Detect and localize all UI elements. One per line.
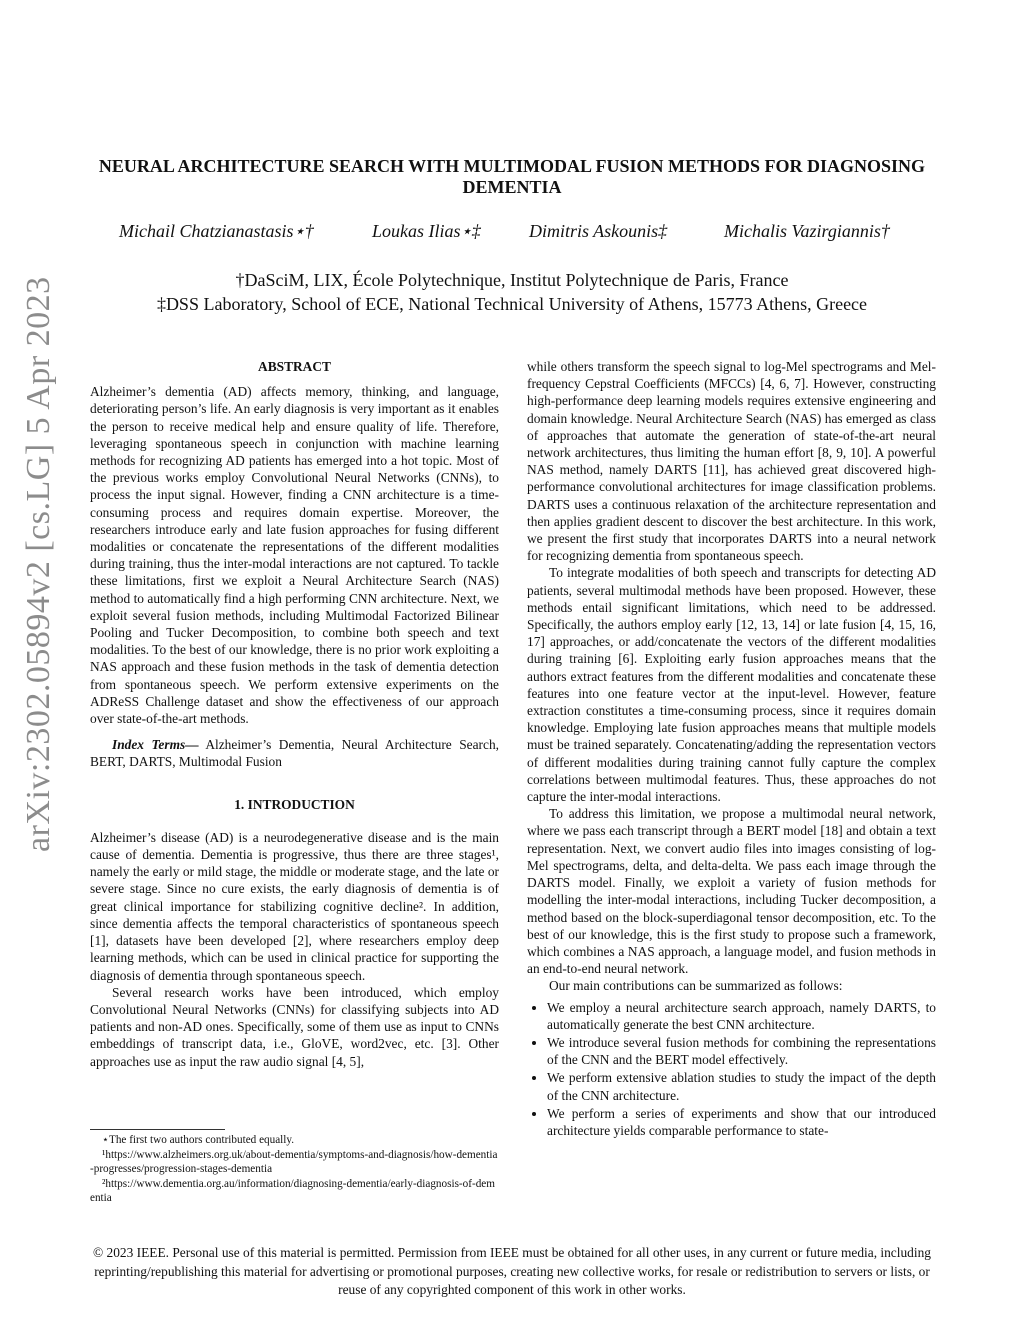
index-terms [90,736,499,770]
author-4: Michalis Vazirgiannis† [724,221,890,241]
list-item: • We introduce several fusion methods for combining the representations of the CNN and the BERT model effectively. [547,1034,936,1068]
copyright-notice: © 2023 IEEE. Personal use of this material is permitted. Permission from IEEE must be obtained for all other uses, in any current or future media, including reprinting/republishing this material for advertising or promotional purposes, creating new collective works, for resale or redistribution to servers or lists, or reuse of any copyrighted component of this work in other works. [93,1245,931,1297]
author-1: Michail Chatzianastasis⋆† [119,221,314,241]
list-item: • We perform extensive ablation studies to study the impact of the depth of the CNN architecture. [547,1069,936,1103]
footnote-rule [90,1129,225,1130]
introduction-heading: 1. INTRODUCTION [234,796,355,812]
contributions-list [527,999,936,1140]
right-paragraph-1: while others transform the speech signal to log-Mel spectrograms and Mel-frequency Cepstral Coefficients (MFCCs) [4, 6, 7]. However, constructing high-performance deep learning models requires extensive engineering and domain knowledge. Neural Architecture Search (NAS) has emerged as class of approaches that automate the generation of state-of-the-art neural network architectures, thus limiting the human effort [8, 9, 10]. A powerful NAS method, namely DARTS [11], has achieved great discovered high-performance convolutional architectures for image classification problems. DARTS uses a continuous relaxation of the architecture representation and then applies gradient descent to discover the best architecture. In this work, we present the first study that incorporates DARTS into a neural network for recognizing dementia from spontaneous speech. [527,359,936,564]
intro-paragraph-2: Several research works have been introduced, which employ Convolutional Neural Networks (CNNs) for classifying subjects into AD patients and non-AD ones. Specifically, some of them use as input to CNNs embeddings of transcript data, i.e., GloVE, word2vec, etc. [3]. Other approaches use as input the raw audio signal [4, 5], [90,984,499,1069]
index-terms-text: Alzheimer’s Dementia, Neural Architecture Search, BERT, DARTS, Multimodal Fusion [90,737,499,770]
right-paragraph-4: Our main contributions can be summarized as follows: [549,978,843,994]
footnotes [90,1133,499,1206]
right-column [527,358,936,1140]
affiliation-1: †DaSciM, LIX, École Polytechnique, Institut Polytechnique de Paris, France [235,270,789,290]
right-paragraph-3: To address this limitation, we propose a multimodal neural network, where we pass each transcript through a BERT model [18] and obtain a text representation. Next, we convert audio files into images consisting of log-Mel spectrograms, delta, and delta-delta. We pass each image through the DARTS model. Finally, we exploit a variety of fusion methods for modelling the inter-modal interactions, including Tucker decomposition, a method based on the block-superdiagonal tensor decomposition, etc. To the best of our knowledge, this is the first study to propose such a framework, which combines a NAS approach, a language model, and fusion methods in an end-to-end neural network. [527,806,936,977]
arxiv-identifier: arXiv:2302.05894v2 [cs.LG] 5 Apr 2023 [20,276,57,852]
abstract-heading: ABSTRACT [258,359,331,374]
intro-paragraph-1: Alzheimer’s disease (AD) is a neurodegenerative disease and is the main cause of dementia. Dementia is progressive, thus there are three stages¹, namely the early or mild stage, the middle or moderate stage, and the late or severe stage. Since no cure exists, the early diagnosis of dementia is of great clinical importance for stabilizing cognitive decline². In addition, since dementia affects the temporal characteristics of spontaneous speech [1], datasets have been developed [2], where researchers employ deep learning methods, which can be used in clinical practice for supporting the diagnosis of dementia through spontaneous speech. [90,829,499,983]
footnote-2: ²https://www.dementia.org.au/information/diagnosing-dementia/early-diagnosis-of-dementia [90,1177,495,1205]
abstract-text: Alzheimer’s dementia (AD) affects memory, thinking, and language, deteriorating person’s life. An early diagnosis is very important as it enables the person to receive medical help and ensure quality of life. Therefore, leveraging spontaneous speech in conjunction with machine learning methods for recognizing AD patients has emerged into a hot topic. Most of the previous works employ Convolutional Neural Networks (CNNs), to process the input signal. However, finding a CNN architecture is a time-consuming process and requires domain expertise. Moreover, the researchers introduce early and late fusion approaches for fusing different modalities or concatenate the representations of the different modalities during training, thus the inter-modal interactions are not captured. To tackle these limitations, first we exploit a Neural Architecture Search (NAS) method to automatically find a high performing CNN architecture. Next, we exploit several fusion methods, including Multimodal Factorized Bilinear Pooling and Tucker Decomposition, to combine both speech and text modalities. To the best of our knowledge, there is no prior work exploiting a NAS approach and these fusion methods in the task of dementia detection from spontaneous speech. We perform extensive experiments on the ADReSS Challenge dataset and show the effectiveness of our approach over state-of-the-art methods. [90,384,499,727]
footnote-equal-contribution: ⋆The first two authors contributed equally. [102,1134,295,1146]
footnote-1: ¹https://www.alzheimers.org.uk/about-dementia/symptoms-and-diagnosis/how-dementia-progresses/progression-stages-dementia [90,1148,498,1176]
right-paragraph-2: To integrate modalities of both speech and transcripts for detecting AD patients, several multimodal methods have been proposed. However, these methods entail significant limitations, which need to be addressed. Specifically, the authors employ early [12, 13, 14] or late fusion [4, 15, 16, 17] approaches, or add/concatenate the vectors of the different modalities during training [6]. Exploiting early fusion approaches means that the authors extract features from the different modalities and concatenate these features into one feature vector at the input-level. However, feature extraction constitutes a time-consuming process, since it requires domain knowledge. Employing late fusion approaches means that multiple models must be trained separately. Concatenating/adding the representation vectors of different modalities during training cannot fully capture the complex correlations between multimodal features. Thus, these approaches do not capture the inter-modal interactions. [527,565,936,805]
index-terms-label: Index Terms— [112,737,199,753]
author-2: Loukas Ilias⋆‡ [372,221,481,241]
paper-title: NEURAL ARCHITECTURE SEARCH WITH MULTIMODAL FUSION METHODS FOR DIAGNOSING DEMENTIA [98,156,926,197]
author-3: Dimitris Askounis‡ [529,221,668,241]
affiliation-2: ‡DSS Laboratory, School of ECE, National Technical University of Athens, 15773 Athens, Greece [156,294,868,314]
left-column [90,358,499,1070]
list-item: • We employ a neural architecture search approach, namely DARTS, to automatically generate the best CNN architecture. [547,999,936,1033]
list-item: • We perform a series of experiments and show that our introduced architecture yields comparable performance to state- [547,1105,936,1139]
